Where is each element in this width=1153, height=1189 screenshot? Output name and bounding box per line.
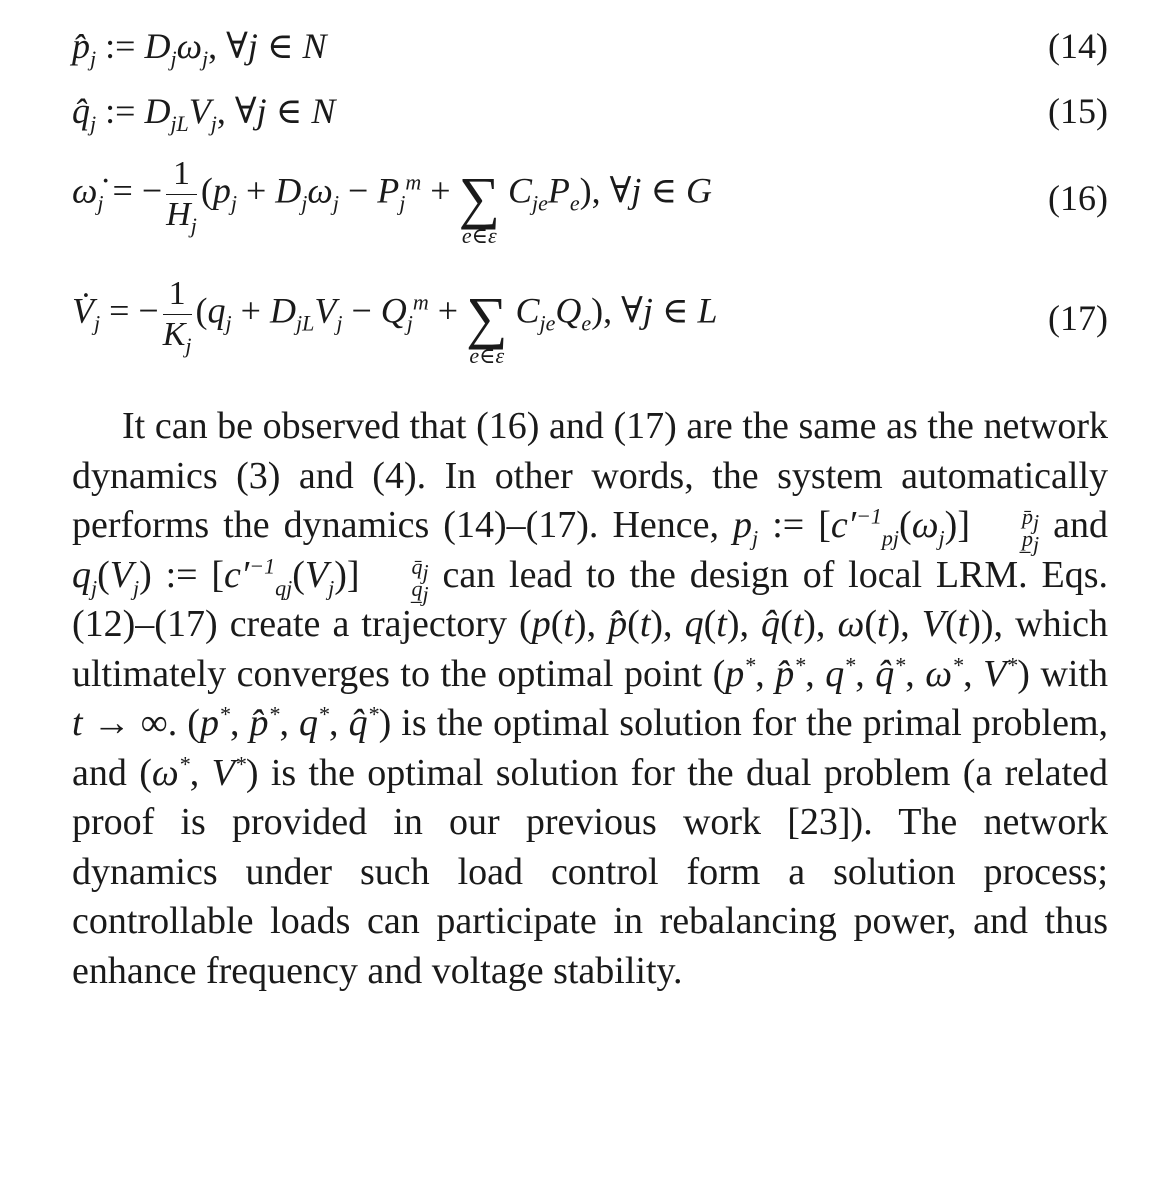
inline-math-p: $p_j$ := $[c'^{-1}_{pj}(\omega_j)]$ $p̄_j$ $p̲_j$ <box>733 503 1040 557</box>
paragraph-text: and <box>1053 504 1109 546</box>
equation-14-body: $p̂_j$ := $D_j\omega_j$, ∀j ∈ N <box>72 26 327 72</box>
equation-17-body: $V̇_j$ = − $\frac{1}{K_j}$ ($q_j + D_{jL}V_j - Q_j^m$ + ∑ e∈ε $C_{je}Q_e$), ∀j ∈ L <box>72 274 718 369</box>
inline-math-dual: (ω*, V*) <box>139 750 259 794</box>
equation-number: (16) <box>1048 178 1108 218</box>
body-paragraph <box>72 402 1108 996</box>
summation: ∑ e∈ε <box>458 165 500 249</box>
inline-math-q: $q_j(V_j)$ := $[c'^{-1}_{qj}(V_j)]$ $q̄_j$ $q̲_j$ <box>72 552 429 607</box>
summation: ∑ e∈ε <box>466 285 508 369</box>
equation-number: (17) <box>1048 298 1108 338</box>
fraction: $\frac{1}{H_j}$ <box>166 154 197 238</box>
inline-math-limit: t → ∞. <box>72 702 178 744</box>
equation-15-body: $q̂_j$ := $D_{jL}V_j$, ∀j ∈ N <box>72 91 336 137</box>
paragraph-text: is the optimal solution for the primal problem, and <box>72 702 1109 794</box>
equation-15 <box>72 91 1108 137</box>
inline-math-optimal-point: (p*, p̂*, q*, q̂*, ω*, V*) <box>712 651 1030 695</box>
inline-math-trajectory: (p(t), p̂(t), q(t), q̂(t), ω(t), V(t)) <box>519 603 994 645</box>
equation-number: (14) <box>1048 26 1108 66</box>
inline-math-primal: (p*, p̂*, q*, q̂*) <box>187 701 392 744</box>
paragraph-text: can lead to the design of local LRM. Eqs. (12)–(17) create a trajectory <box>72 553 1108 645</box>
paragraph-text: is the optimal solution for the dual problem (a related proof is provided in our previous work [23]). The network dynamics under such load control form a solution process; controllable loads can participate in rebalancing power, and thus enhance frequency and voltage stability. <box>72 751 1109 992</box>
paragraph-text: with <box>1040 652 1109 695</box>
equation-16 <box>72 154 1108 258</box>
paragraph-text: , which ultimately converges to the optimal point <box>72 603 1108 695</box>
equation-17 <box>72 274 1108 378</box>
equation-16-body: $\omegȧ_j$ = − $\frac{1}{H_j}$ ($p_j + D_j\omega_j - P_j^m$ + ∑ e∈ε $C_{je}P_e$), ∀j ∈ G <box>72 154 713 249</box>
fraction: $\frac{1}{K_j}$ <box>162 274 192 358</box>
paragraph-text: It can be observed that (16) and (17) are the same as the network dynamics (3) and (4). In other words, the system automatically performs the dynamics (14)–(17). Hence, <box>72 405 1108 546</box>
equation-number: (15) <box>1048 91 1108 131</box>
equation-14 <box>72 26 1108 72</box>
